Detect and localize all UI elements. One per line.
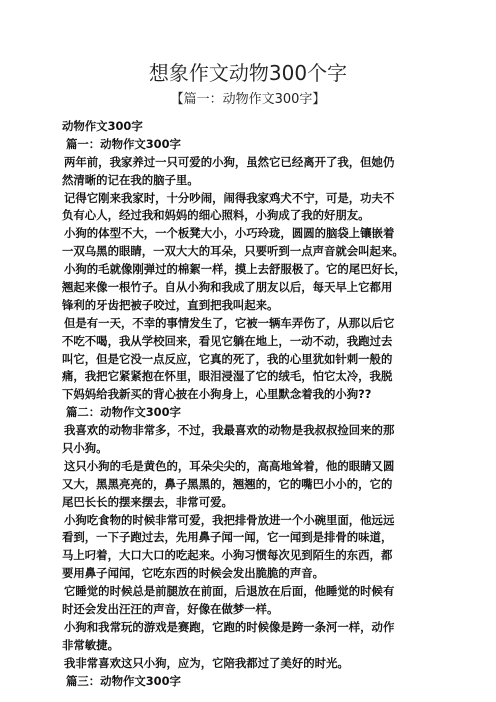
document-subtitle: 【篇一：动物作文300字】 (170, 92, 326, 107)
text-line: 时还会发出汪汪的声音，好像在做梦一样。 (62, 602, 279, 617)
text-line: 小狗的毛就像刚弹过的棉絮一样，摸上去舒服极了。它的尾巴好长， (64, 262, 406, 277)
text-line: 痛，我把它紧紧抱在怀里，眼泪浸湿了它的绒毛，怕它太冷，我脱 (62, 369, 393, 384)
text-line: 又大，黑黑亮亮的，鼻子黑黑的，翘翘的，它的嘴巴小小的，它的 (62, 476, 393, 491)
document-body (62, 118, 442, 691)
text-line: 我喜欢的动物非常多，不过，我最喜欢的动物是我叔叔捡回来的那 (64, 423, 395, 438)
text-line: 小狗吃食物的时候非常可爱，我把排骨放进一个小碗里面，他远远 (64, 512, 395, 527)
text-line: 负有心人，经过我和妈妈的细心照料，小狗成了我的好朋友。 (62, 208, 370, 223)
text-line: 看到，一下子跑过去，先用鼻子闻一闻，它一闻到是排骨的味道， (62, 530, 393, 545)
text-line: 锋利的牙齿把被子咬过，直到把我叫起来。 (62, 297, 279, 312)
text-line: 要用鼻子闻闻，它吃东西的时候会发出脆脆的声音。 (62, 566, 324, 581)
text-line: 尾巴长长的摆来摆去，非常可爱。 (62, 494, 233, 509)
text-line: 非常敏捷。 (62, 637, 119, 652)
text-line: 马上叼着，大口大口的吃起来。小狗习惯每次见到陌生的东西，都 (62, 548, 393, 563)
document-title: 想象作文动物300个字 (148, 61, 348, 85)
text-line: 记得它刚来我家时，十分吵闹，闹得我家鸡犬不宁，可是，功夫不 (64, 190, 395, 205)
text-line: 我非常喜欢这只小狗，应为，它陪我都过了美好的时光。 (64, 655, 349, 670)
text-line: 动物作文300字 (62, 119, 143, 133)
text-line: 小狗的体型不大，一个板凳大小，小巧玲珑，圆圆的脑袋上镶嵌着 (64, 226, 395, 241)
text-line: 小狗和我常玩的游戏是赛跑，它跑的时候像是跨一条河一样，动作 (64, 619, 395, 634)
text-line: 下妈妈给我新买的背心披在小狗身上，心里默念着我的小狗?? (62, 387, 372, 402)
text-line: 它睡觉的时候总是前腿放在前面，后退放在后面，他睡觉的时候有 (64, 584, 395, 599)
text-line: 一双乌黑的眼睛，一双大大的耳朵，只要听到一点声音就会叫起来。 (62, 244, 404, 259)
text-line: 翘起来像一根竹子。自从小狗和我成了朋友以后，每天早上它都用 (62, 280, 393, 295)
section-heading: 篇一：动物作文300字 (66, 136, 181, 151)
text-line: 但是有一天，不幸的事情发生了，它被一辆车弄伤了，从那以后它 (64, 315, 395, 330)
section-heading: 篇三：动物作文300字 (66, 673, 181, 688)
text-line: 只小狗。 (62, 441, 108, 456)
text-line: 不吃不喝，我从学校回来，看见它躺在地上，一动不动，我跑过去 (62, 333, 393, 348)
text-line: 两年前，我家养过一只可爱的小狗，虽然它已经离开了我，但她仍 (64, 154, 395, 169)
text-line: 这只小狗的毛是黄色的，耳朵尖尖的，高高地耸着，他的眼睛又圆 (64, 458, 395, 473)
text-line: 叫它，但是它没一点反应，它真的死了，我的心里犹如针刺一般的 (62, 351, 393, 366)
text-line: 然清晰的记在我的脑子里。 (62, 172, 199, 187)
section-heading: 篇二：动物作文300字 (66, 405, 181, 420)
